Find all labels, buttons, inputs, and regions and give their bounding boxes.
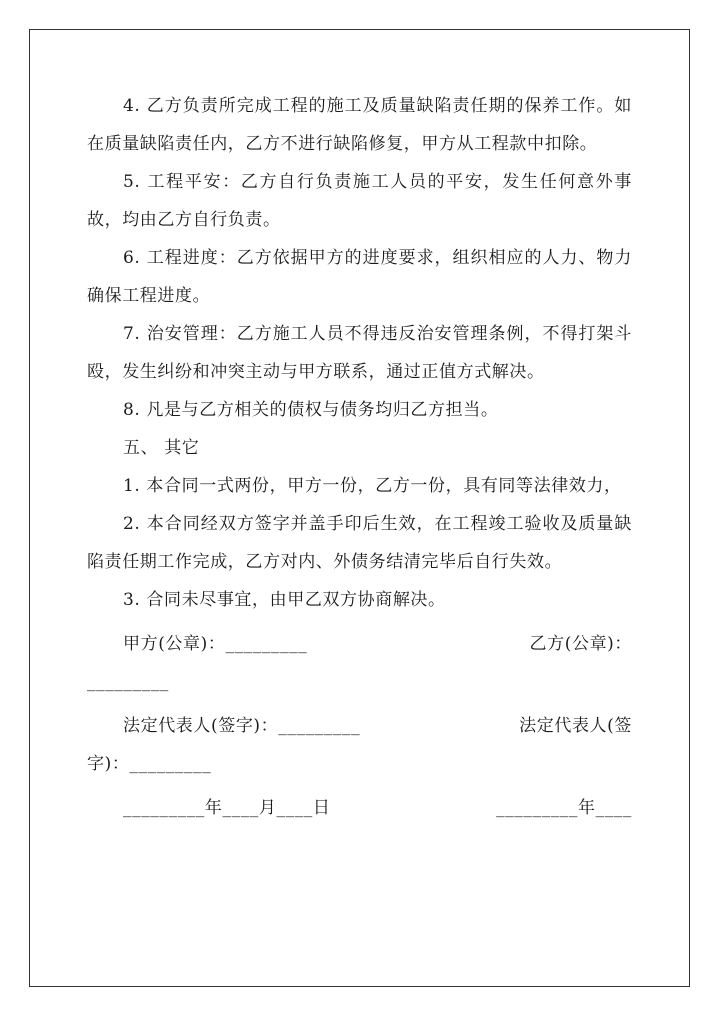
party-b-seal: 乙方(公章)： [529, 634, 632, 654]
section-five-item-1: 1. 本合同一式两份，甲方一份，乙方一份，具有同等法律效力， [123, 476, 622, 496]
clause-7: 7. 治安管理：乙方施工人员不得违反治安管理条例，不得打架斗殴，发生纠纷和冲突主动与甲方联系，通过正值方式解决。 [87, 324, 632, 382]
date-a: _________年____月____日 [123, 798, 331, 818]
date-row [87, 789, 632, 827]
legal-rep-b-cont: 字)：_________ [87, 754, 212, 774]
section-five-item-3: 3. 合同未尽事宜，由甲乙双方协商解决。 [123, 590, 446, 610]
party-a-seal: 甲方(公章)：_________ [123, 634, 308, 654]
section-five-item-2: 2. 本合同经双方签字并盖手印后生效，在工程竣工验收及质量缺陷责任期工作完成，乙方对内、外债务结清完毕后自行失效。 [87, 514, 632, 572]
clause-8: 8. 凡是与乙方相关的债权与债务均归乙方担当。 [123, 400, 499, 420]
clause-4: 4. 乙方负责所完成工程的施工及质量缺陷责任期的保养工作。如在质量缺陷责任内，乙方不进行缺陷修复，甲方从工程款中扣除。 [87, 96, 632, 154]
date-b: _________年____ [496, 798, 632, 818]
clause-6: 6. 工程进度：乙方依据甲方的进度要求，组织相应的人力、物力确保工程进度。 [87, 248, 632, 306]
legal-rep-a: 法定代表人(签字)：_________ [123, 716, 361, 736]
legal-rep-row [87, 707, 632, 745]
seal-row [87, 625, 632, 663]
party-b-seal-line: _________ [87, 672, 169, 692]
section-five-heading: 五、 其它 [123, 438, 200, 458]
clause-5: 5. 工程平安：乙方自行负责施工人员的平安，发生任何意外事故，均由乙方自行负责。 [87, 172, 632, 230]
document-body [87, 87, 632, 827]
legal-rep-b: 法定代表人(签 [519, 716, 632, 736]
